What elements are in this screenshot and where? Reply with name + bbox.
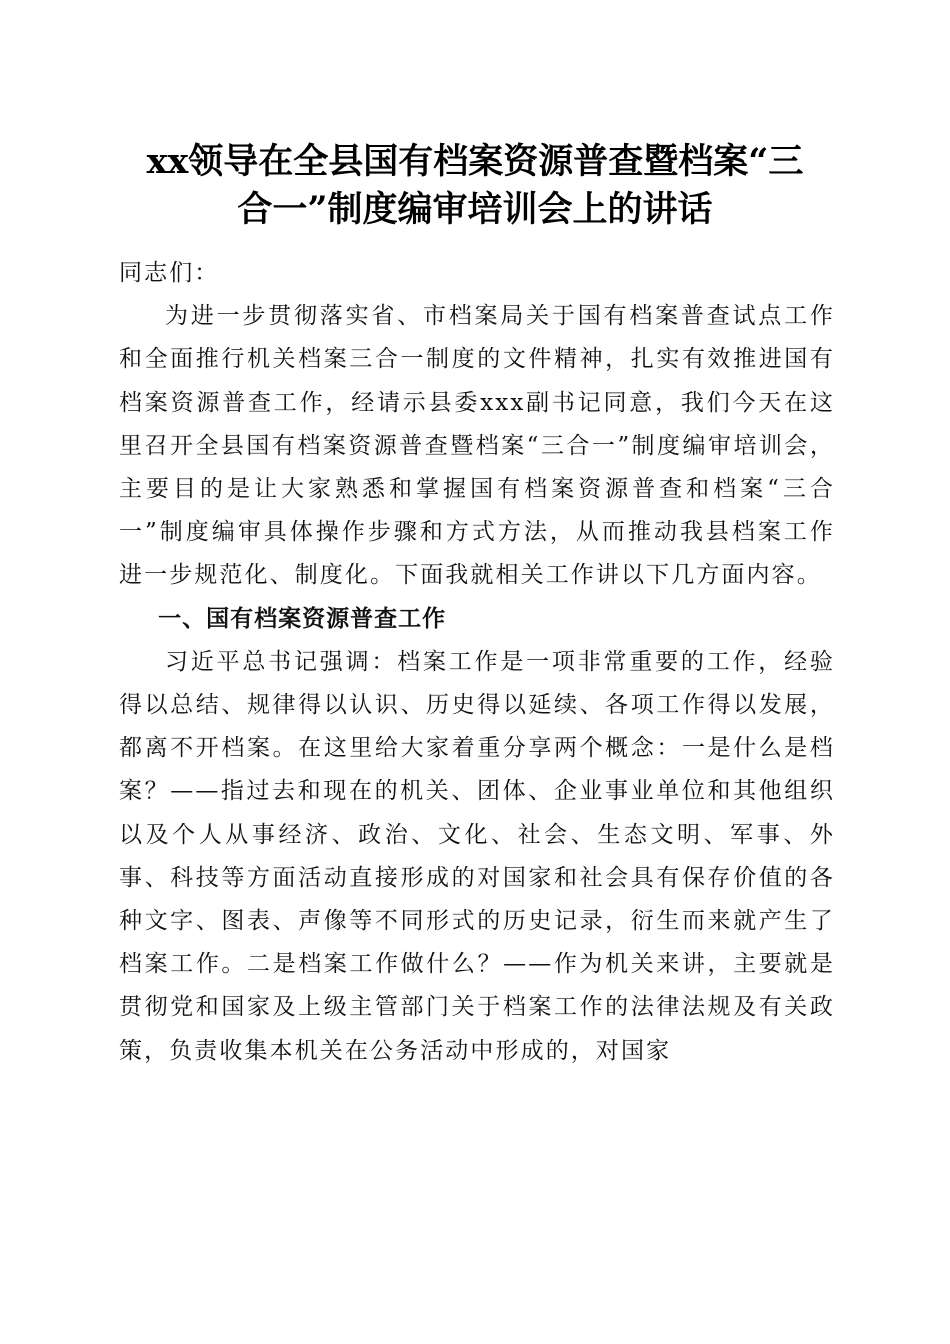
title-line-2: 合一”制度编审培训会上的讲话	[237, 189, 713, 230]
title-line-1: xx领导在全县国有档案资源普查暨档案“三	[146, 141, 804, 182]
salutation: 同志们：	[119, 260, 220, 286]
intro-paragraph: 为进一步贯彻落实省、市档案局关于国有档案普查试点工作和全面推行机关档案三合一制度的文件精神，扎实有效推进国有档案资源普查工作，经请示县委xxx副书记同意，我们今天在这里召开全县国有档案资源普查暨档案“三合一”制度编审培训会，主要目的是让大家熟悉和掌握国有档案资源普查和档案“三合一”制度编审具体操作步骤和方式方法，从而推动我县档案工作进一步规范化、制度化。下面我就相关工作讲以下几方面内容。	[119, 303, 835, 589]
document-body	[119, 252, 835, 1073]
document-title	[100, 138, 850, 234]
section-heading: 一、国有档案资源普查工作	[158, 605, 447, 632]
section-paragraph: 习近平总书记强调：档案工作是一项非常重要的工作，经验得以总结、规律得以认识、历史得以延续、各项工作得以发展，都离不开档案。在这里给大家着重分享两个概念：一是什么是档案？——指过去和现在的机关、团体、企业事业单位和其他组织以及个人从事经济、政治、文化、社会、生态文明、军事、外事、科技等方面活动直接形成的对国家和社会具有保存价值的各种文字、图表、声像等不同形式的历史记录，衍生而来就产生了档案工作。二是档案工作做什么？——作为机关来讲，主要就是贯彻党和国家及上级主管部门关于档案工作的法律法规及有关政策，负责收集本机关在公务活动中形成的，对国家	[119, 648, 835, 1064]
